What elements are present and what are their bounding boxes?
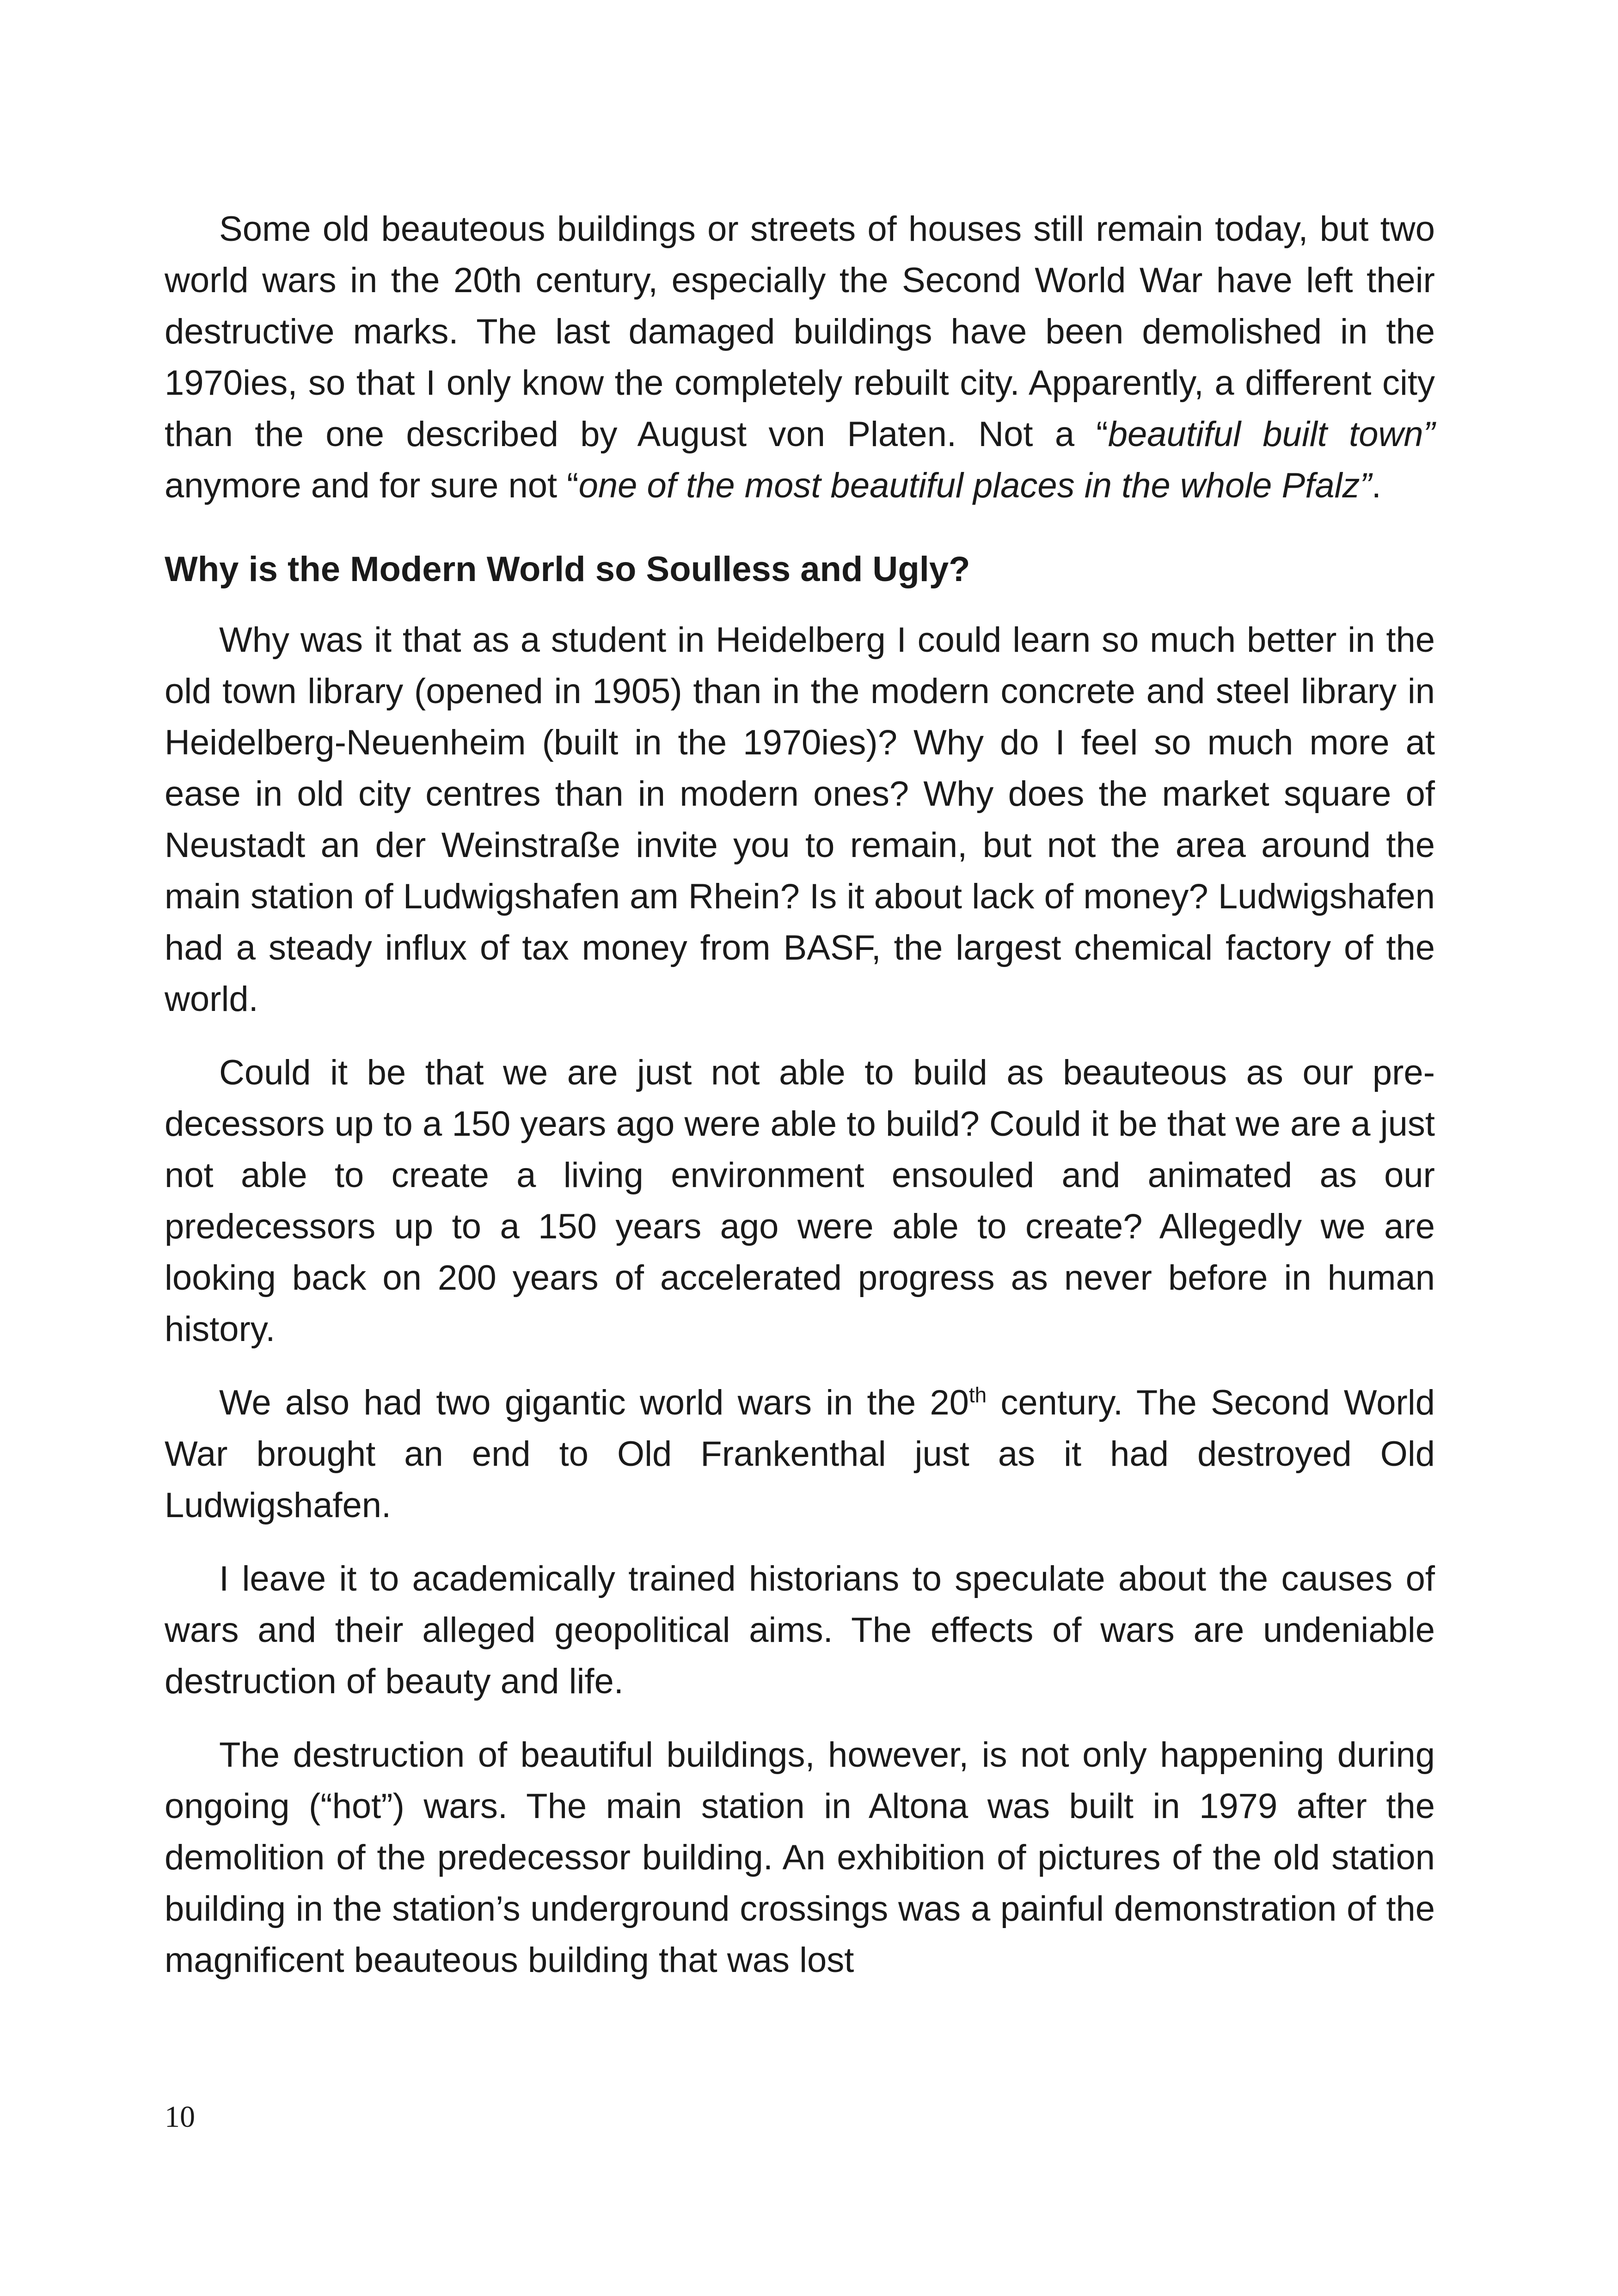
- paragraph-6: The destruction of beautiful buildings, however, is not only happening during ongoing (“hot”) wars. The main station in Altona was built in 1979 after the demolition of the predecessor building. An exhibition of pictures of the old station building in the station’s underground crossings was a painful demonstration of the magnificent beauteous building that was lost: [165, 1735, 1435, 1980]
- paragraph-1-italic-quote-1: beautiful built town”: [1108, 415, 1435, 454]
- paragraph-2: Why was it that as a student in Heidelberg I could learn so much better in the old town library (opened in 1905) than in the modern concrete and steel library in Heidelberg-Neuenheim (built in the 1970ies)? Why do I feel so much more at ease in old city centres than in modern ones? Why does the market square of Neustadt an der Weinstraße invite you to remain, but not the area around the main station of Ludwigshafen am Rhein? Is it about lack of money? Ludwigshafen had a steady influx of tax money from BASF, the largest chemical factory of the world.: [165, 620, 1435, 1019]
- paragraph-4: [165, 1377, 1435, 1531]
- paragraph-4-text-b: century. The Second World War brought an end to Old Frankenthal just as it had destroyed Old Ludwigshafen.: [165, 1383, 1435, 1525]
- ordinal-superscript: th: [968, 1383, 987, 1407]
- page-number: 10: [165, 2100, 195, 2134]
- paragraph-3: Could it be that we are just not able to build as beauteous as our predecessors up to a 150 years ago were able to build? Could it be that we are a just not able to create a living environment ensouled and animated as our predecessors up to a 150 years ago were able to create? Allegedly we are looking back on 200 years of accelerated progress as never before in human history.: [165, 1053, 1435, 1349]
- section-heading: Why is the Modern World so Soulless and Ugly?: [165, 550, 970, 589]
- paragraph-4-text-a: We also had two gigantic world wars in the 20: [219, 1383, 969, 1422]
- page-body: [165, 203, 1435, 1986]
- paragraph-1: [165, 203, 1435, 511]
- paragraph-5: I leave it to academically trained historians to speculate about the causes of wars and their alleged geopolitical aims. The effects of wars are undeniable destruction of beauty and life.: [165, 1559, 1435, 1701]
- paragraph-1-text-a: Some old beauteous buildings or streets of houses still remain today, but two world wars in the 20th century, especially the Second World War have left their destructive marks. The last damaged buildings have been demolished in the 1970ies, so that I only know the completely rebuilt city. Apparently, a different city than the one described by August von Platen. Not a “: [165, 209, 1435, 454]
- paragraph-1-text-c: .: [1371, 466, 1381, 505]
- paragraph-1-text-b: anymore and for sure not “: [165, 466, 579, 505]
- paragraph-1-italic-quote-2: one of the most beautiful places in the whole Pfalz”: [578, 466, 1372, 505]
